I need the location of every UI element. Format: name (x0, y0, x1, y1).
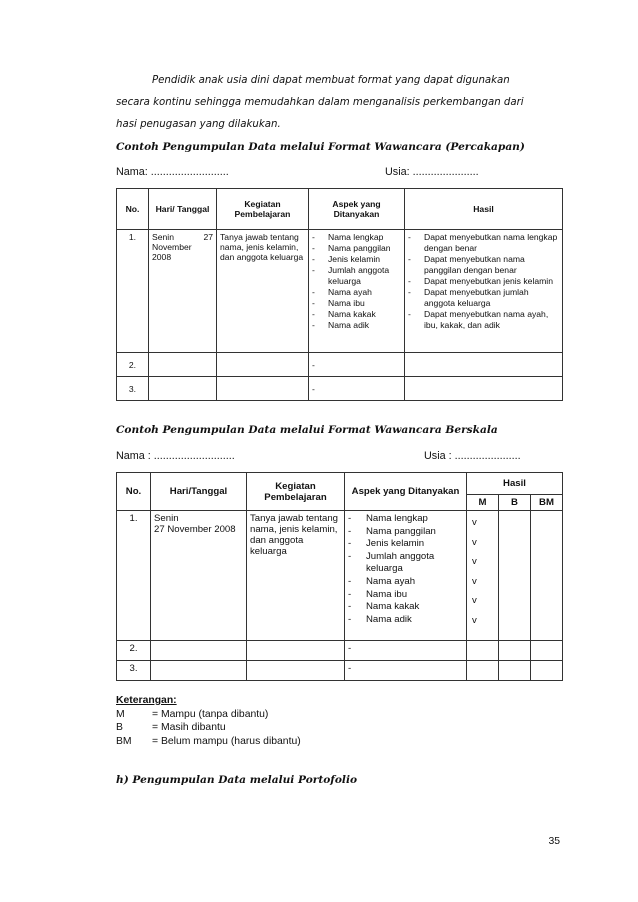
legend-item: BM = Belum mampu (harus dibantu) (116, 735, 301, 747)
scaled-interview-table (116, 472, 563, 681)
row2-no: 2. (117, 641, 151, 661)
col-hasil: Hasil (405, 189, 563, 230)
list-item: - Dapat menyebutkan jumlah anggota keluarga (408, 287, 559, 309)
table-row (117, 661, 563, 681)
section3-heading: h) Pengumpulan Data melalui Portofolio (116, 774, 358, 786)
list-item: - Dapat menyebutkan nama panggilan dengan benar (408, 254, 559, 276)
legend-item: M = Mampu (tanpa dibantu) (116, 708, 269, 720)
check-mark: v (472, 517, 477, 528)
col-m: M (467, 495, 499, 511)
intro-line-1: Pendidik anak usia dini dapat membuat format yang dapat digunakan (152, 75, 510, 86)
list-item: - Jenis kelamin (348, 538, 463, 551)
row1-aspek (345, 511, 467, 641)
intro-line-2: secara kontinu sehingga memudahkan dalam menganalisis perkembangan dari (116, 97, 524, 108)
list-item: - Dapat menyebutkan jenis kelamin (408, 276, 559, 287)
check-mark: v (472, 595, 477, 606)
list-item: - Nama lengkap (348, 513, 463, 526)
row1-no: 1. (117, 511, 151, 641)
row1-kegiatan: Tanya jawab tentang nama, jenis kelamin, dan anggota keluarga (217, 230, 309, 353)
section2-heading: Contoh Pengumpulan Data melalui Format Wawancara Berskala (116, 424, 498, 436)
col-no: No. (117, 473, 151, 511)
section2-usia-label: Usia : ...................... (424, 450, 521, 462)
table-header-row (117, 473, 563, 495)
list-item: - Nama adik (312, 320, 401, 331)
row1-hari (151, 511, 247, 641)
table-row (117, 641, 563, 661)
list-item: - Nama kakak (348, 601, 463, 614)
list-item: - Nama panggilan (312, 243, 401, 254)
col-aspek: Aspek yang Ditanyakan (345, 473, 467, 511)
dash-mark (312, 384, 315, 394)
check-mark: v (472, 614, 477, 626)
check-mark: v (472, 556, 477, 567)
col-hasil: Hasil (467, 473, 563, 495)
row1-aspek (309, 230, 405, 353)
row1-hari-num: 27 (203, 232, 213, 242)
table-row (117, 377, 563, 401)
table-row (117, 353, 563, 377)
dash-mark (312, 360, 315, 370)
row1-bm (531, 511, 563, 641)
list-item: - Nama ayah (348, 576, 463, 589)
legend-title: Keterangan: (116, 695, 177, 706)
row1-m (467, 511, 499, 641)
col-b: B (499, 495, 531, 511)
row1-no: 1. (117, 230, 149, 353)
row1-hari-rest: 27 November 2008 (154, 524, 236, 535)
list-item: - Nama ibu (312, 298, 401, 309)
list-item: - Nama kakak (312, 309, 401, 320)
intro-paragraph (116, 70, 563, 136)
dash-mark (348, 663, 351, 674)
list-item: - Jumlah anggota keluarga (348, 551, 463, 576)
row3-no: 3. (117, 377, 149, 401)
list-item: - Jenis kelamin (312, 254, 401, 265)
row3-no: 3. (117, 661, 151, 681)
legend-item: B = Masih dibantu (116, 722, 226, 734)
col-bm: BM (531, 495, 563, 511)
row1-hasil (405, 230, 563, 353)
row1-hari (149, 230, 217, 353)
check-mark: v (472, 575, 477, 587)
col-hari: Hari/ Tanggal (149, 189, 217, 230)
section1-heading: Contoh Pengumpulan Data melalui Format Wawancara (Percakapan) (116, 141, 525, 153)
row1-hari-day: Senin (154, 513, 179, 524)
list-item: - Dapat menyebutkan nama ayah, ibu, kakak, dan adik (408, 309, 559, 331)
legend (116, 694, 301, 748)
list-item: - Nama adik (348, 614, 463, 627)
dash-mark (348, 643, 351, 654)
col-no: No. (117, 189, 149, 230)
list-item: - Nama ayah (312, 287, 401, 298)
list-item: - Jumlah anggota keluarga (312, 265, 401, 287)
list-item: - Dapat menyebutkan nama lengkap dengan benar (408, 232, 559, 254)
check-mark: v (472, 536, 477, 548)
interview-table (116, 188, 563, 401)
list-item: - Nama ibu (348, 589, 463, 602)
row1-b (499, 511, 531, 641)
intro-line-3: hasi penugasan yang dilakukan. (116, 119, 281, 130)
row1-hari-rest: November 2008 (152, 242, 192, 262)
list-item: - Nama lengkap (312, 232, 401, 243)
table-header-row (117, 189, 563, 230)
page-number: 35 (548, 836, 560, 847)
table-row (117, 230, 563, 353)
col-kegiatan: Kegiatan Pembelajaran (247, 473, 345, 511)
col-aspek: Aspek yang Ditanyakan (309, 189, 405, 230)
list-item: - Nama panggilan (348, 526, 463, 539)
row1-kegiatan: Tanya jawab tentang nama, jenis kelamin, dan anggota keluarga (247, 511, 345, 641)
section1-usia-label: Usia: ...................... (385, 166, 479, 178)
col-kegiatan: Kegiatan Pembelajaran (217, 189, 309, 230)
section1-nama-label: Nama: .......................... (116, 166, 229, 178)
section2-nama-label: Nama : ........................... (116, 450, 235, 462)
row1-hari-day: Senin (152, 232, 174, 242)
row2-no: 2. (117, 353, 149, 377)
table-row (117, 511, 563, 641)
col-hari: Hari/Tanggal (151, 473, 247, 511)
